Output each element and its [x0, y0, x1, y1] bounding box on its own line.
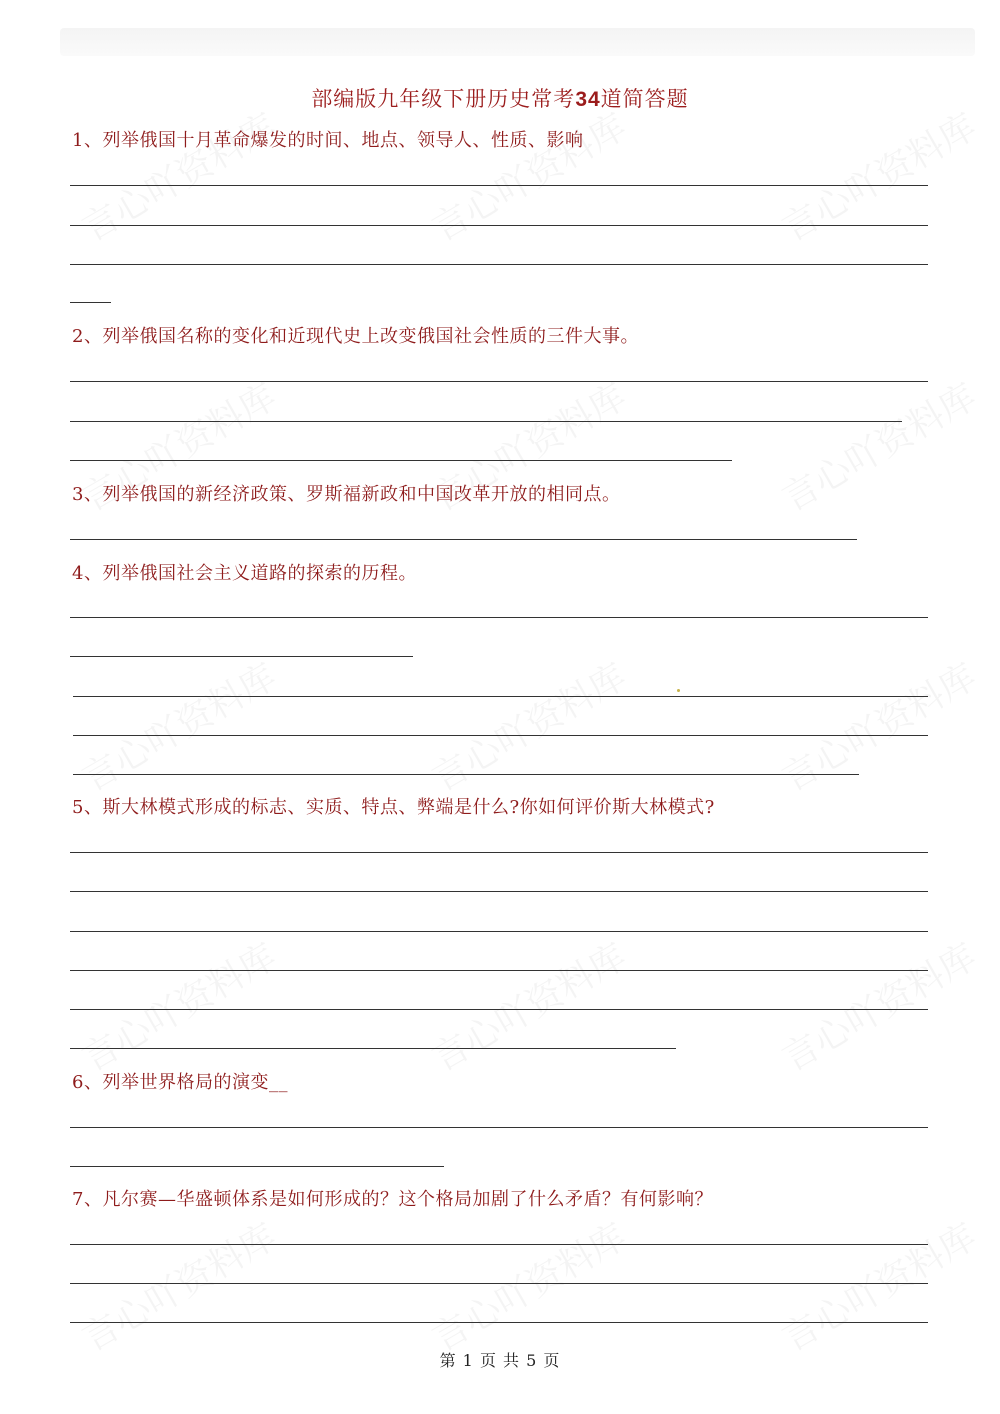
watermark [772, 649, 985, 801]
top-bar [60, 28, 975, 56]
answer-line[interactable] [70, 421, 902, 422]
answer-line[interactable] [70, 185, 928, 186]
answer-line[interactable] [70, 264, 928, 265]
answer-line[interactable] [73, 774, 859, 775]
answer-line[interactable] [70, 225, 928, 226]
watermark [422, 929, 635, 1081]
question-6: 6、列举世界格局的演变__ [72, 1072, 288, 1093]
answer-line[interactable] [70, 1127, 928, 1128]
answer-line[interactable] [70, 381, 928, 382]
answer-line[interactable] [70, 1322, 928, 1323]
watermark [72, 1209, 285, 1361]
answer-line[interactable] [70, 1009, 928, 1010]
page-title: 部编版九年级下册历史常考34道简答题 [311, 87, 689, 111]
watermark [72, 649, 285, 801]
watermark [422, 1209, 635, 1361]
answer-line[interactable] [70, 1244, 928, 1245]
question-4: 4、列举俄国社会主义道路的探索的历程。 [72, 563, 417, 584]
watermark [772, 99, 985, 251]
question-5: 5、斯大林模式形成的标志、实质、特点、弊端是什么?你如何评价斯大林模式? [72, 797, 715, 818]
question-2: 2、列举俄国名称的变化和近现代史上改变俄国社会性质的三件大事。 [72, 326, 639, 347]
answer-line[interactable] [70, 656, 413, 657]
answer-line[interactable] [70, 302, 111, 303]
question-3: 3、列举俄国的新经济政策、罗斯福新政和中国改革开放的相同点。 [72, 484, 621, 505]
question-1: 1、列举俄国十月革命爆发的时间、地点、领导人、性质、影响 [72, 130, 584, 151]
watermark [422, 99, 635, 251]
watermark [72, 929, 285, 1081]
watermark [422, 649, 635, 801]
watermark [772, 929, 985, 1081]
answer-line[interactable] [73, 696, 928, 697]
answer-line[interactable] [70, 1048, 676, 1049]
answer-line[interactable] [70, 460, 732, 461]
page-number: 第 1 页 共 5 页 [439, 1351, 561, 1370]
answer-line[interactable] [70, 539, 857, 540]
answer-line[interactable] [70, 931, 928, 932]
answer-line[interactable] [70, 1166, 444, 1167]
answer-line[interactable] [70, 1283, 928, 1284]
answer-line[interactable] [70, 852, 928, 853]
answer-line[interactable] [70, 617, 928, 618]
question-7: 7、凡尔赛—华盛顿体系是如何形成的？这个格局加剧了什么矛盾？有何影响？ [72, 1189, 713, 1210]
speck [677, 689, 680, 692]
answer-line[interactable] [70, 891, 928, 892]
answer-line[interactable] [70, 970, 928, 971]
watermark [772, 369, 985, 521]
answer-line[interactable] [73, 735, 928, 736]
watermark [72, 99, 285, 251]
watermark [772, 1209, 985, 1361]
